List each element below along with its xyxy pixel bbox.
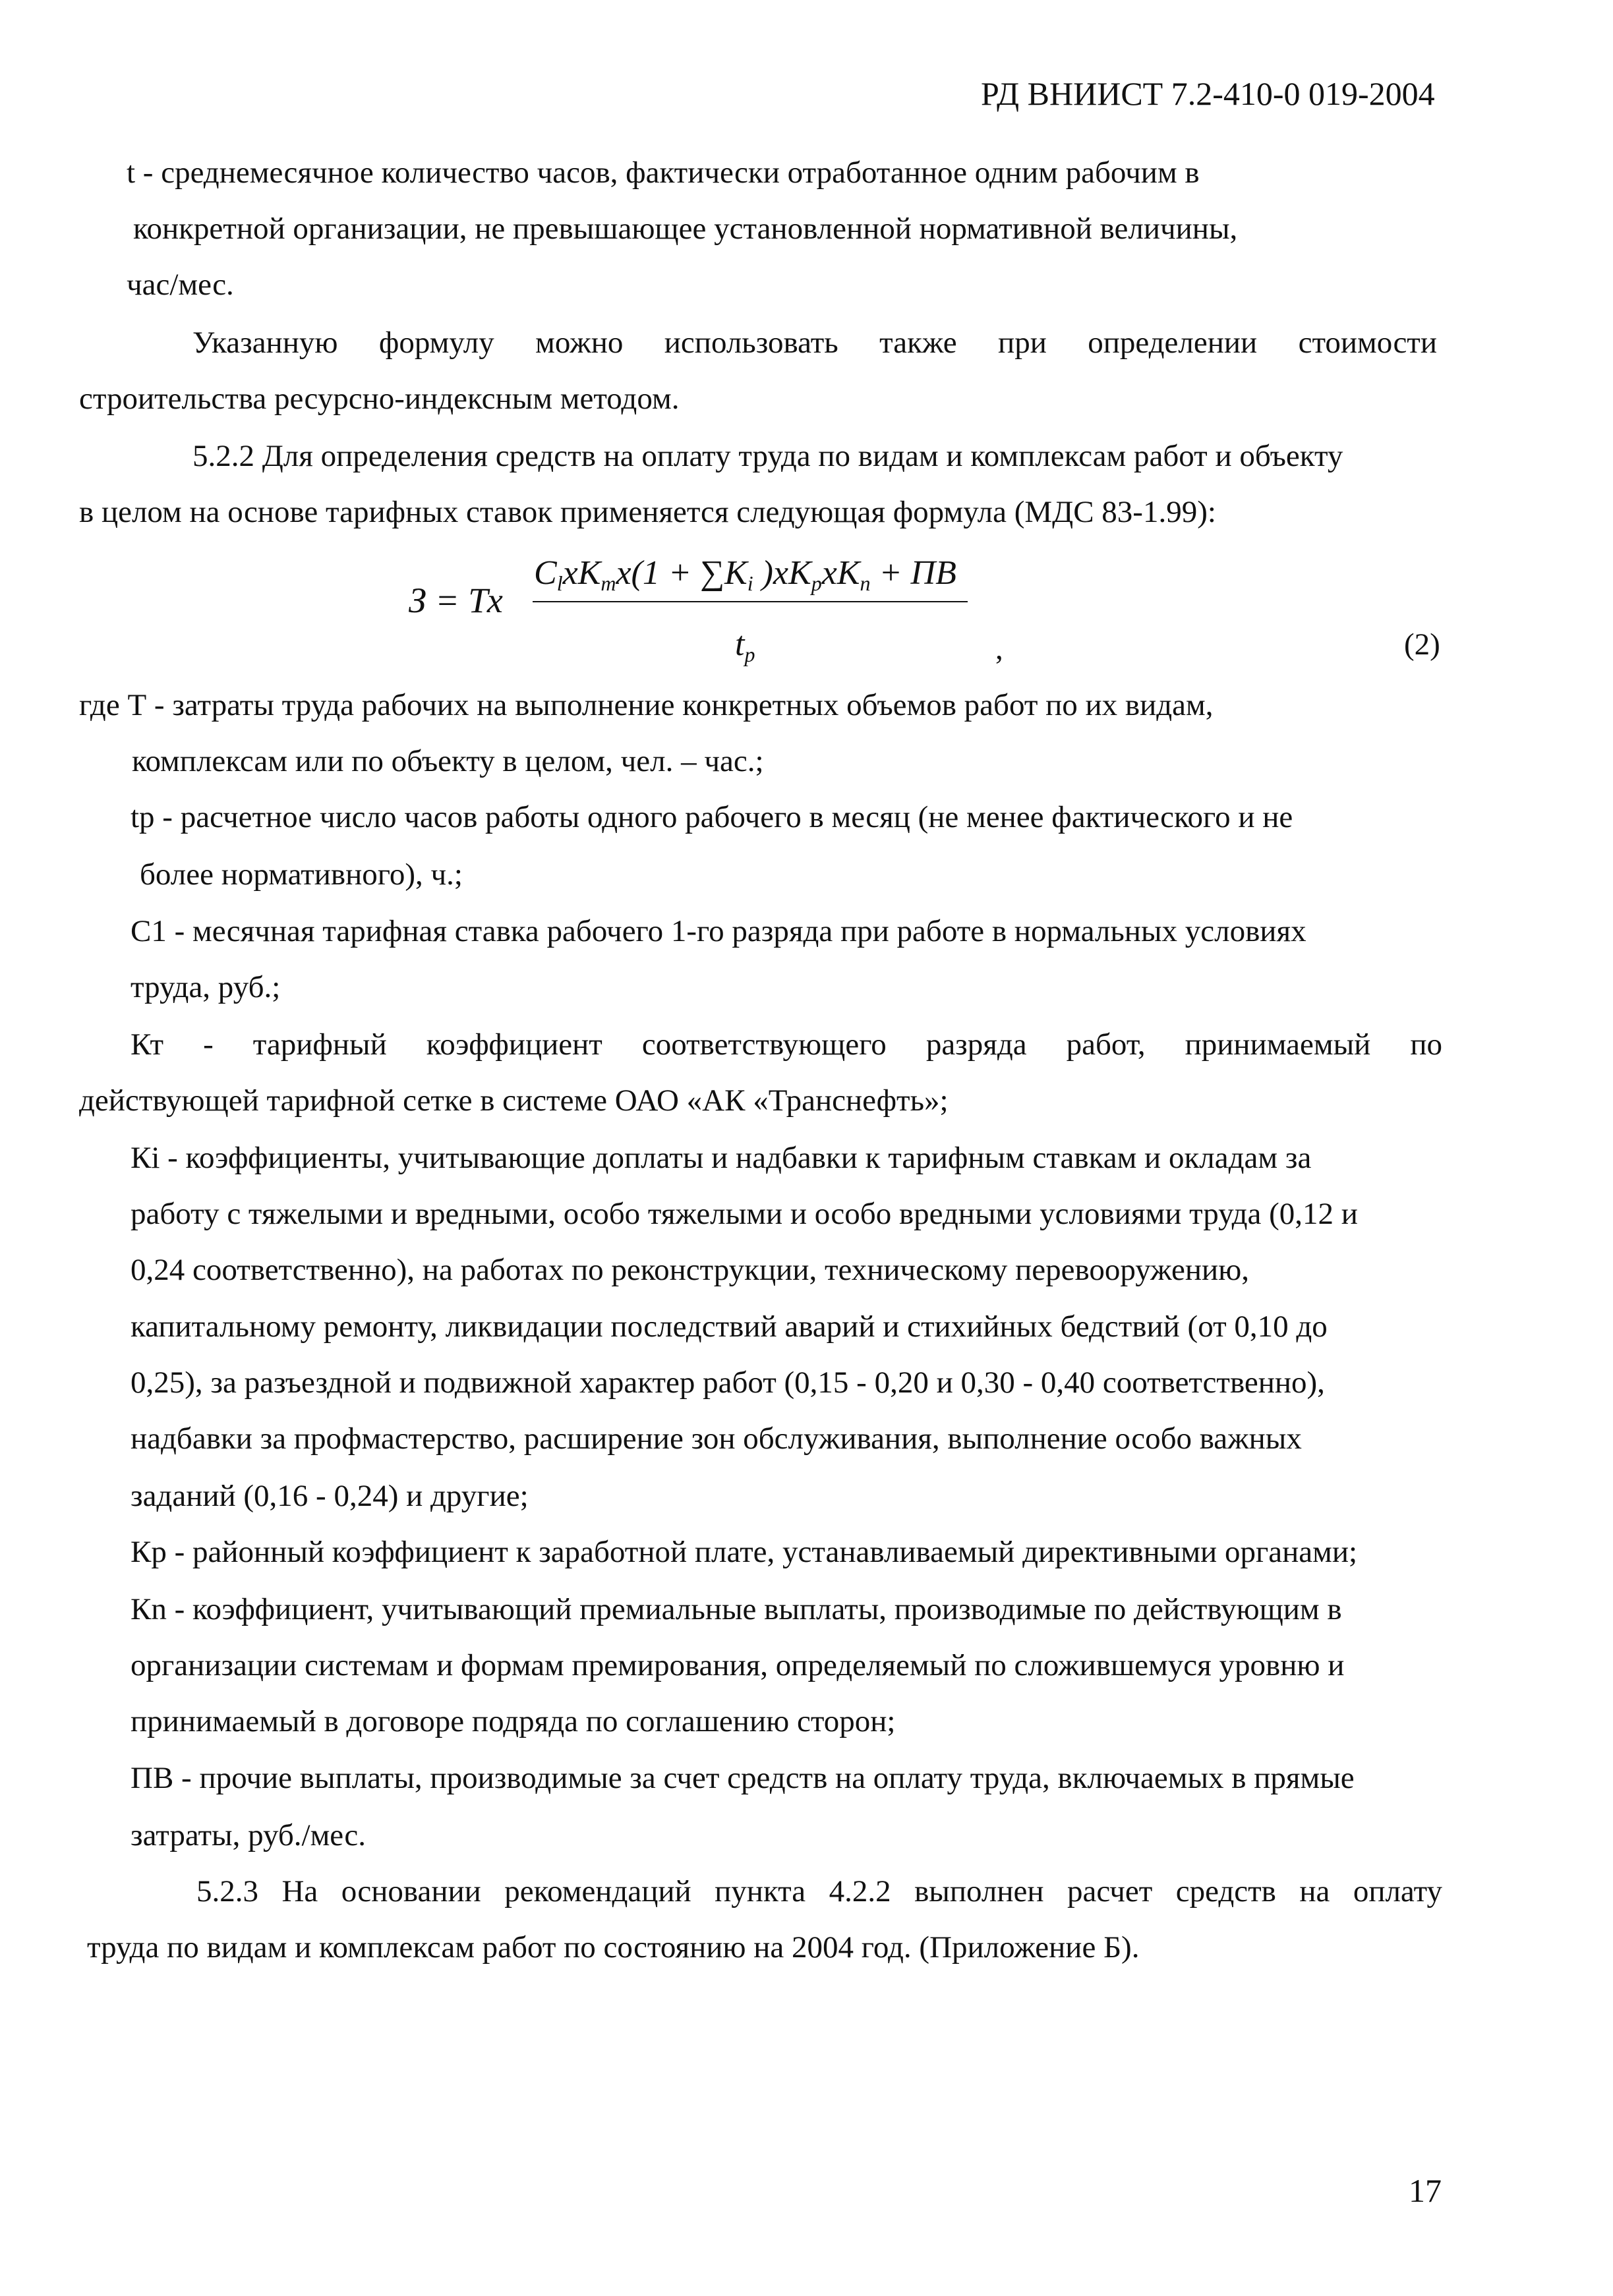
text-line: затраты, руб./мес. <box>131 1818 366 1852</box>
text-line: Кт - тарифный коэффициент соответствующего разряда работ, принимаемый по <box>131 1027 1442 1062</box>
text-line: работу с тяжелыми и вредными, особо тяжелыми и особо вредными условиями труда (0,12 и <box>131 1197 1358 1231</box>
text-line: строительства ресурсно-индексным методом. <box>79 382 680 416</box>
formula-lhs: З = Тх <box>409 581 503 620</box>
text-line: принимаемый в договоре подряда по соглашению сторон; <box>131 1704 896 1738</box>
text-line: труда, руб.; <box>131 970 281 1004</box>
page-number: 17 <box>1409 2172 1442 2209</box>
text-line: более нормативного), ч.; <box>140 857 463 892</box>
text-line: заданий (0,16 - 0,24) и другие; <box>131 1479 529 1513</box>
text-line: 0,25), за разъездной и подвижной характер работ (0,15 - 0,20 и 0,30 - 0,40 соответственно), <box>131 1365 1325 1400</box>
text-line: действующей тарифной сетке в системе ОАО «АК «Транснефть»; <box>79 1083 949 1118</box>
text-line: в целом на основе тарифных ставок применяется следующая формула (МДС 83-1.99): <box>79 495 1216 529</box>
equation-number: (2) <box>1404 627 1440 662</box>
text-line: конкретной организации, не превышающее установленной нормативной величины, <box>133 212 1238 246</box>
text-line: Кi - коэффициенты, учитывающие доплаты и надбавки к тарифным ставкам и окладам за <box>131 1141 1312 1175</box>
text-line: капитальному ремонту, ликвидации последствий аварий и стихийных бедствий (от 0,10 до <box>131 1309 1328 1344</box>
text-line: труда по видам и комплексам работ по состоянию на 2004 год. (Приложение Б). <box>87 1930 1140 1965</box>
text-line: 5.2.3 На основании рекомендаций пункта 4.2.2 выполнен расчет средств на оплату <box>196 1874 1442 1909</box>
text-line: надбавки за профмастерство, расширение зон обслуживания, выполнение особо важных <box>131 1421 1302 1456</box>
formula-denominator: $t_p$ <box>735 625 755 666</box>
text-line: час/мес. <box>127 268 234 302</box>
fraction-bar <box>533 601 968 602</box>
text-line: Кn - коэффициент, учитывающий премиальные выплаты, производимые по действующим в <box>131 1592 1342 1626</box>
text-line: 0,24 соответственно), на работах по реконструкции, техническому перевооружению, <box>131 1253 1250 1287</box>
wage-formula <box>409 554 1002 705</box>
text-line: организации системам и формам премирования, определяемый по сложившемуся уровню и <box>131 1648 1345 1682</box>
formula-numerator: $C_lxK_mx(1 + \sum K_i$ )$xK_pxK_n$ + ПВ <box>534 554 956 595</box>
text-line: С1 - месячная тарифная ставка рабочего 1-го разряда при работе в нормальных условиях <box>131 914 1306 948</box>
text-line: tр - расчетное число часов работы одного рабочего в месяц (не менее фактического и не <box>131 800 1293 834</box>
text-line: Кр - районный коэффициент к заработной плате, устанавливаемый директивными органами; <box>131 1535 1358 1569</box>
text-line: комплексам или по объекту в целом, чел. – час.; <box>132 744 764 778</box>
document-code-header: РД ВНИИСТ 7.2-410-0 019-2004 <box>981 75 1435 112</box>
text-line: где Т - затраты труда рабочих на выполнение конкретных объемов работ по их видам, <box>79 688 1214 722</box>
text-line: t - среднемесячное количество часов, фактически отработанное одним рабочим в <box>127 156 1200 190</box>
text-line: ПВ - прочие выплаты, производимые за счет средств на оплату труда, включаемых в прямые <box>131 1761 1355 1795</box>
text-line: Указанную формулу можно использовать также при определении стоимости <box>192 326 1437 360</box>
formula-comma: , <box>995 632 1003 666</box>
text-line: 5.2.2 Для определения средств на оплату труда по видам и комплексам работ и объекту <box>192 439 1343 473</box>
